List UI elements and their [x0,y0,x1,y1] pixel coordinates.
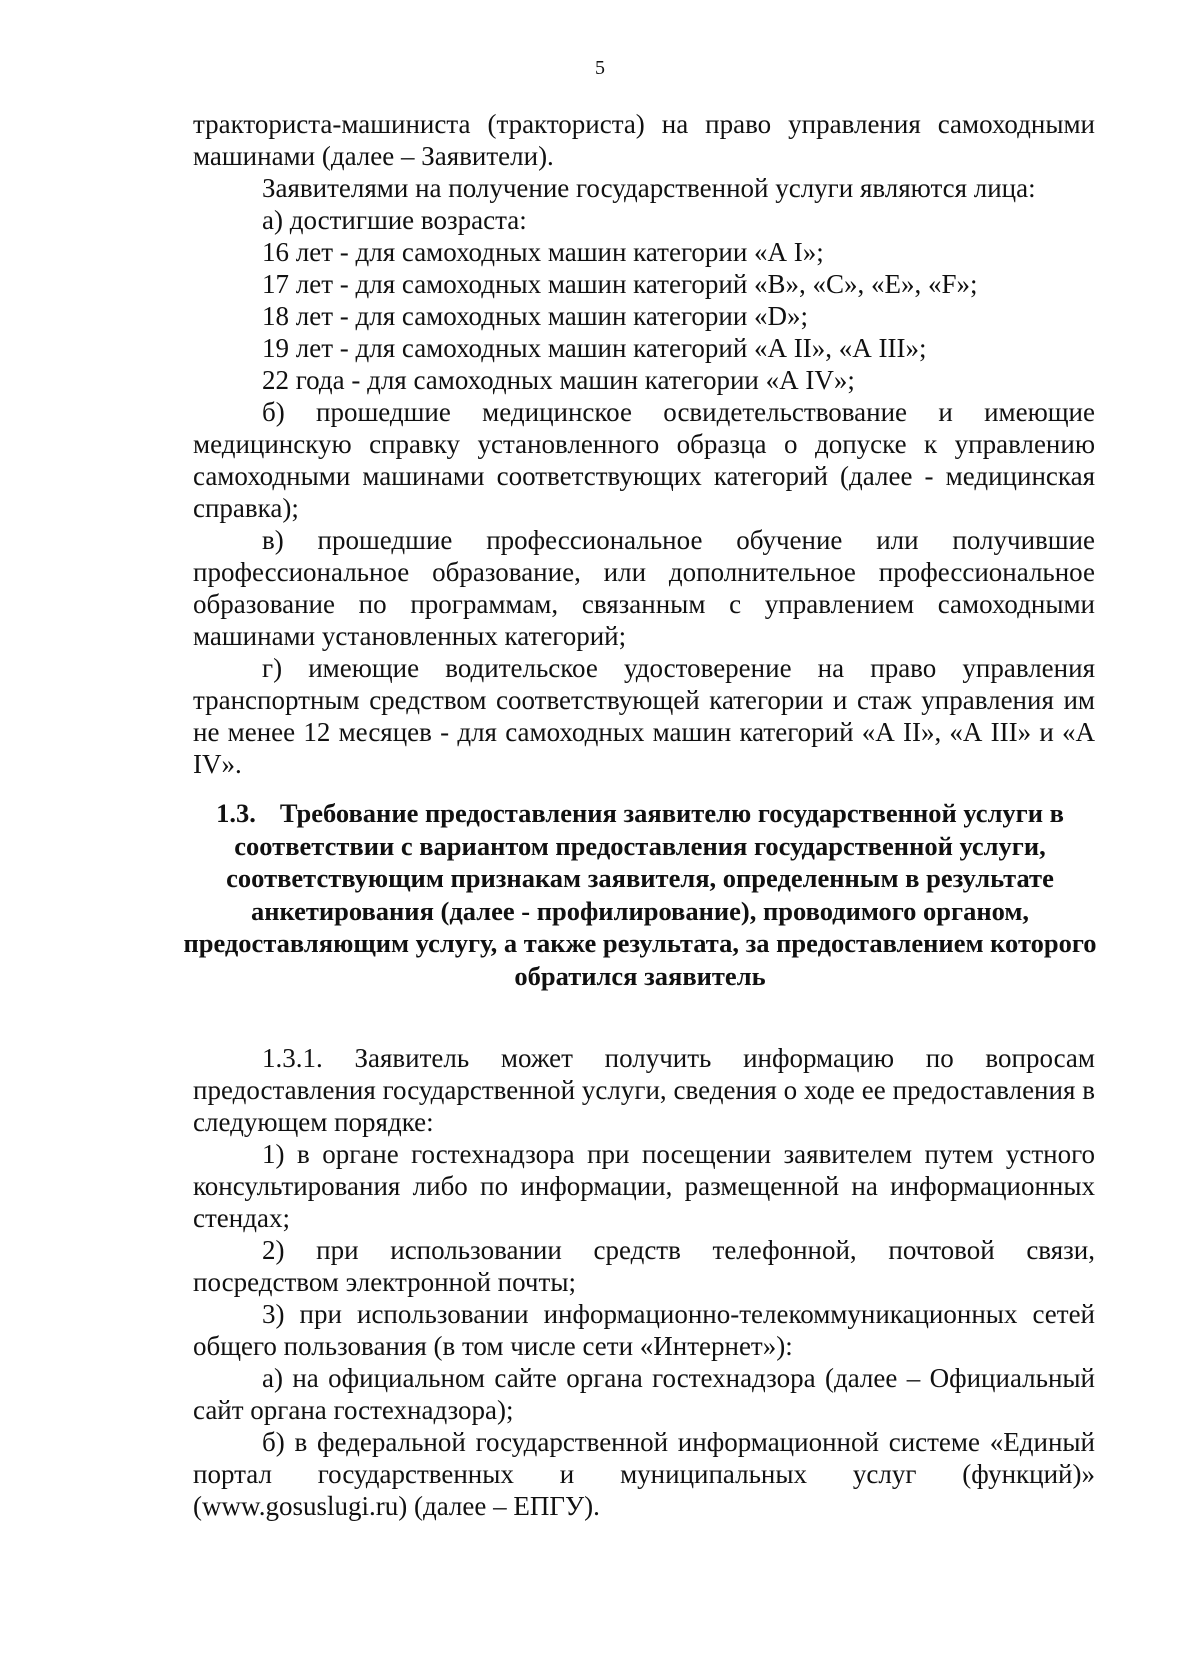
list-item: а) на официальном сайте органа гостехнадзора (далее – Официальный сайт органа гостехнадзора); [193,1363,1095,1425]
body-text-bottom [193,1042,1095,1522]
list-item: а) достигшие возраста: [262,205,527,235]
paragraph: Заявителями на получение государственной услуги являются лица: [262,173,1036,203]
list-item: 1) в органе гостехнадзора при посещении заявителем путем устного консультирования либо по информации, размещенной на информационных стендах; [193,1139,1095,1233]
list-item: 2) при использовании средств телефонной, почтовой связи, посредством электронной почты; [193,1235,1095,1297]
list-item: б) в федеральной государственной информационной системе «Единый портал государственных и муниципальных услуг (функций)» (www.gosuslugi.ru) (далее – ЕПГУ). [193,1427,1095,1521]
list-item: 22 года - для самоходных машин категории «А IV»; [262,365,855,395]
page-number: 5 [595,57,605,79]
list-item: 18 лет - для самоходных машин категории «D»; [262,301,809,331]
section-heading [150,797,1130,992]
list-item: 17 лет - для самоходных машин категорий «В», «С», «Е», «F»; [262,269,978,299]
section-title: Требование предоставления заявителю государственной услуги в соответствии с вариантом предоставления государственной услуги, соответствующим признакам заявителя, определенным в результате анкетирования (далее - профилирование), проводимого органом, предоставляющим услугу, а также результата, за предоставлением которого обратился заявитель [183,798,1097,991]
list-item: 19 лет - для самоходных машин категорий «А II», «А III»; [262,333,927,363]
list-item: 16 лет - для самоходных машин категории «А I»; [262,237,824,267]
section-number: 1.3. [216,798,256,828]
list-item: 3) при использовании информационно-телекоммуникационных сетей общего пользования (в том числе сети «Интернет»): [193,1299,1095,1361]
body-text-top [193,108,1095,780]
list-item: в) прошедшие профессиональное обучение или получившие профессиональное образование, или дополнительное профессиональное образование по программам, связанным с управлением самоходными машинами установленных категорий; [193,525,1095,651]
paragraph: тракториста-машиниста (тракториста) на право управления самоходными машинами (далее – Заявители). [193,109,1095,171]
list-item: г) имеющие водительское удостоверение на право управления транспортным средством соответствующей категории и стаж управления им не менее 12 месяцев - для самоходных машин категорий «А II», «А III» и «А IV». [193,653,1095,779]
list-item: б) прошедшие медицинское освидетельствование и имеющие медицинскую справку установленного образца о допуске к управлению самоходными машинами соответствующих категорий (далее - медицинская справка); [193,397,1095,523]
paragraph: 1.3.1. Заявитель может получить информацию по вопросам предоставления государственной услуги, сведения о ходе ее предоставления в следующем порядке: [193,1043,1095,1137]
